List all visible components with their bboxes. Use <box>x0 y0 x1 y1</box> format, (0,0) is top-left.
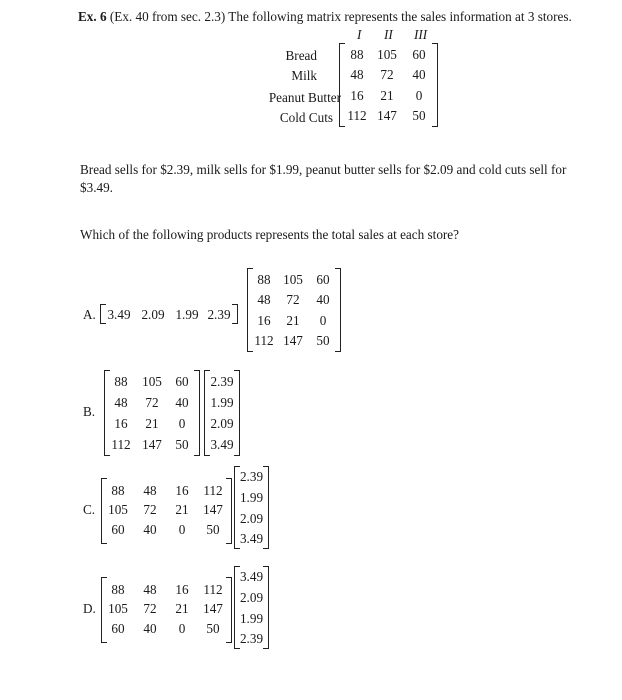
matrix-cell: 48 <box>350 67 364 82</box>
vector-entry: 1.99 <box>239 490 264 505</box>
column-header-i: I <box>357 27 362 42</box>
matrix-cell: 21 <box>175 601 189 616</box>
option-b-column-vector <box>204 370 240 456</box>
matrix-cell: 72 <box>286 292 300 307</box>
matrix-cell: 16 <box>350 88 364 103</box>
matrix-cell: 72 <box>145 395 159 410</box>
matrix-cell: 40 <box>412 67 426 82</box>
matrix-cell: 40 <box>316 292 330 307</box>
matrix-cell: 88 <box>111 582 125 597</box>
column-header-ii: II <box>384 27 393 42</box>
matrix-cell: 0 <box>319 313 327 328</box>
matrix-cell: 50 <box>412 108 426 123</box>
vector-entry: 1.99 <box>210 395 234 410</box>
vector-entry: 2.09 <box>141 307 165 322</box>
matrix-cell: 50 <box>175 437 189 452</box>
matrix-cell: 88 <box>350 47 364 62</box>
option-c-label[interactable]: C. <box>83 502 96 517</box>
matrix-cell: 88 <box>111 483 125 498</box>
option-d-label[interactable]: D. <box>83 601 96 616</box>
matrix-cell: 60 <box>316 272 330 287</box>
vector-entry: 2.09 <box>239 590 264 605</box>
matrix-cell: 50 <box>206 522 220 537</box>
column-header-iii: III <box>414 27 428 42</box>
matrix-cell: 0 <box>415 88 423 103</box>
vector-entry: 3.49 <box>210 437 234 452</box>
row-label-peanut-butter: Peanut Butter <box>268 90 341 105</box>
option-b-label[interactable]: B. <box>83 404 96 419</box>
matrix-cell: 40 <box>175 395 189 410</box>
matrix-cell: 147 <box>377 108 397 123</box>
matrix-cell: 40 <box>143 621 157 636</box>
vector-entry: 2.09 <box>239 511 264 526</box>
matrix-cell: 105 <box>108 601 128 616</box>
matrix-cell: 105 <box>283 272 303 287</box>
vector-entry: 2.39 <box>207 307 231 322</box>
matrix-cell: 112 <box>111 437 131 452</box>
option-a-row-vector <box>100 304 238 324</box>
vector-entry: 2.39 <box>210 374 234 389</box>
matrix-cell: 50 <box>206 621 220 636</box>
matrix-cell: 50 <box>316 333 330 348</box>
matrix-cell: 105 <box>108 502 128 517</box>
vector-entry: 2.39 <box>239 469 264 484</box>
matrix-cell: 72 <box>380 67 394 82</box>
matrix-cell: 60 <box>111 522 125 537</box>
vector-entry: 3.49 <box>107 307 131 322</box>
matrix-cell: 105 <box>142 374 162 389</box>
matrix-cell: 16 <box>175 582 189 597</box>
option-b-matrix <box>104 370 200 456</box>
vector-entry: 2.09 <box>210 416 234 431</box>
matrix-cell: 112 <box>347 108 367 123</box>
row-label-bread: Bread <box>285 48 317 63</box>
row-label-milk: Milk <box>291 68 317 83</box>
matrix-cell: 21 <box>380 88 394 103</box>
matrix-cell: 16 <box>175 483 189 498</box>
option-a-label[interactable]: A. <box>83 307 96 322</box>
matrix-cell: 60 <box>412 47 426 62</box>
matrix-cell: 88 <box>257 272 271 287</box>
matrix-cell: 147 <box>283 333 303 348</box>
question-text: Which of the following products represents the total sales at each store? <box>80 227 460 242</box>
vector-entry: 2.39 <box>239 631 264 646</box>
option-d-column-vector <box>234 566 269 649</box>
exercise-number: Ex. 6 <box>78 9 107 24</box>
sales-matrix <box>339 43 438 127</box>
vector-entry: 3.49 <box>239 569 264 584</box>
matrix-cell: 21 <box>286 313 300 328</box>
matrix-cell: 21 <box>145 416 159 431</box>
prices-line-1: Bread sells for $2.39, milk sells for $1.99, peanut butter sells for $2.09 and cold cuts sell for <box>80 162 567 177</box>
matrix-cell: 147 <box>203 502 223 517</box>
matrix-cell: 21 <box>175 502 189 517</box>
problem-heading <box>78 9 572 25</box>
matrix-cell: 48 <box>143 483 157 498</box>
matrix-cell: 147 <box>203 601 223 616</box>
matrix-cell: 0 <box>178 621 186 636</box>
row-label-cold-cuts: Cold Cuts <box>279 110 333 125</box>
matrix-cell: 48 <box>114 395 128 410</box>
matrix-cell: 72 <box>143 601 157 616</box>
matrix-cell: 112 <box>203 582 223 597</box>
matrix-cell: 48 <box>143 582 157 597</box>
option-c-matrix <box>101 478 232 544</box>
matrix-cell: 72 <box>143 502 157 517</box>
matrix-cell: 16 <box>114 416 128 431</box>
vector-entry: 1.99 <box>175 307 199 322</box>
vector-entry: 1.99 <box>239 611 264 626</box>
matrix-cell: 112 <box>203 483 223 498</box>
matrix-cell: 48 <box>257 292 271 307</box>
matrix-cell: 147 <box>142 437 162 452</box>
matrix-cell: 112 <box>254 333 274 348</box>
matrix-cell: 60 <box>175 374 189 389</box>
vector-entry: 3.49 <box>239 531 264 546</box>
matrix-cell: 60 <box>111 621 125 636</box>
matrix-cell: 105 <box>377 47 397 62</box>
option-d-matrix <box>101 577 232 643</box>
heading-text: (Ex. 40 from sec. 2.3) The following matrix represents the sales information at 3 stores. <box>106 9 572 24</box>
option-c-column-vector <box>234 466 269 549</box>
matrix-cell: 0 <box>178 416 186 431</box>
prices-line-2: $3.49. <box>80 180 113 195</box>
option-a-matrix <box>247 268 341 352</box>
matrix-cell: 16 <box>257 313 271 328</box>
matrix-cell: 0 <box>178 522 186 537</box>
matrix-cell: 88 <box>114 374 128 389</box>
matrix-cell: 40 <box>143 522 157 537</box>
